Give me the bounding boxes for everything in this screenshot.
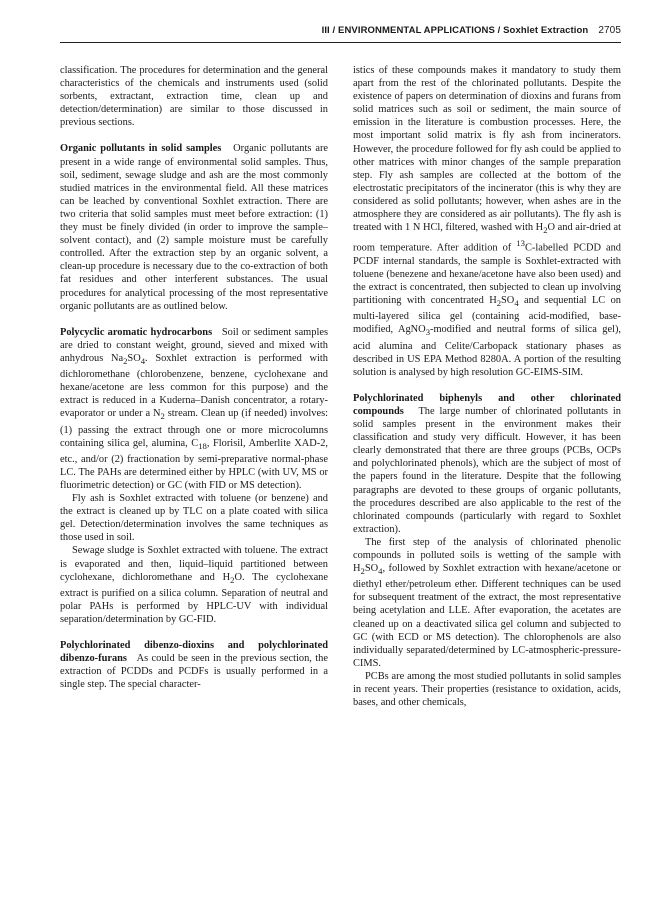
paragraph-sewage-sludge <box>60 544 328 626</box>
formula-text: SO <box>127 352 141 364</box>
section-pah <box>60 326 328 492</box>
subscript: 2 <box>543 225 548 236</box>
running-title: III / ENVIRONMENTAL APPLICATIONS / Soxhlet Extraction <box>321 25 589 36</box>
body-dioxins: As could be seen in the previous section, the extraction of PCDDs and PCDFs is usually performed in a single step. The special character- <box>60 653 328 691</box>
header-rule <box>60 42 621 43</box>
paragraph-classification: classification. The procedures for determination and the general characteristics of the chemicals and instruments used (solid sorbents, extractant, extraction time, clean up and detection/determination) are similar to those discussed in previous sections. <box>60 65 328 129</box>
body-dioxins-e: -modified and neutral forms of silica gel), acid alumina and Celite/Carbopack stationary phases as described in US EPA Method 8280A. A portion of the resulting solution is analysed by high resolution GC-EIMS-SIM. <box>353 324 621 378</box>
subscript: 2 <box>123 355 128 366</box>
body-pah-d: , Florisil, Amberlite XAD-2, etc., and/or (2) fractionation by semi-preparative normal-phase LC. The PAHs are determined either by HPLC (with UV, MS or fluorimetric detection) or GC (with FID or MS detection). <box>60 437 328 491</box>
page-number: 2705 <box>598 25 621 36</box>
body-organic-pollutants: Organic pollutants are present in a wide range of environmental solid samples. Thus, soil, sediment, sewage sludge and ash are the most commonly studied matrices in the environmental field. All these matrices can be leached by conventional Soxhlet extraction. There are two criteria that solid samples must meet before extraction: (1) they must be finely divided (in order to improve the sample–solvent contact), and (2) sample moisture must be carefully controlled. After the extraction step by an organic solvent, a clean-up procedure is necessary due to the co-extraction of both fat residues and other interferent substances. The usual procedures for analytical processing of the most representative organic pollutants are as outlined below. <box>60 143 329 312</box>
section-pcb <box>353 392 621 536</box>
body-pah-a: Soil or sediment samples are dried to constant weight, ground, sieved and mixed with anhydrous Na <box>60 326 328 364</box>
body-pah-b: . Soxhlet extraction is performed with dichloromethane (chlorobenzene, benzene, cyclohexane and hexane/acetone are less common for this purpose) and the extract is reduced in a Kuderna–Danish concentrator, a rotary-evaporator or under a N <box>60 352 328 420</box>
body-dioxins-b: O and air-dried at room temperature. After addition of <box>353 222 622 254</box>
body-phenolic-b: , followed by Soxhlet extraction with hexane/acetone or diethyl ether/petroleum ether. Different techniques can be used for subsequent treatment of the extract, the most representative being acetylation and LLE. After evaporation, the acetates are cleaned up on a deactivated silica gel column and subjected to GC (with ECD or MS detection). The chlorophenols are also individually separated/determined by LC-atmospheric-pressure-CIMS. <box>353 563 621 669</box>
body-dioxins-a: istics of these compounds makes it mandatory to study them apart from the rest of the chlorinated pollutants. Despite the existence of papers on determination of dioxins and furans from solid matrices such as soil or sediment, the main source of emission in the literature is combustion processes. Here, the most important solid matrix is fly ash from incinerators. However, the procedure followed for fly ash could be applied to other matrices with minor changes of the sample preparation step. Fly ash samples are collected at the bottom of the electrostatic precipitators of the incinerator (this is why they are considered as solid pollutants; however, when ashes are in the atmosphere they are considered as air pollutants). The fly ash is treated with 1 N HCl, filtered, washed with H <box>353 65 621 234</box>
subscript: 2 <box>496 298 502 309</box>
subscript: 2 <box>360 566 365 577</box>
superscript: 13 <box>516 238 525 249</box>
paragraph-fly-ash: Fly ash is Soxhlet extracted with toluene (or benzene) and the extract is cleaned up by TLC on a plate coated with silica gel. Detection/determination involves the same techniques as those used in soil. <box>60 493 328 544</box>
subscript: 3 <box>425 327 431 338</box>
paragraph-chlorinated-phenolic <box>353 536 621 670</box>
body-pah-c: stream. Clean up (if needed) involves: (1) passing the extract through one or more microcolumns containing silica gel, alumina, C <box>60 408 328 449</box>
left-column <box>60 64 328 691</box>
body-pcb-intro: The large number of chlorinated pollutants in solid samples present in the environment makes their classification and study very difficult. However, it has been clearly demonstrated that there are three groups (PCBs, OCPs and polychlorinated phenols), which are the subject of most of the papers found in the literature. Despite that the following paragraphs are devoted to these groups of organic pollutants, the procedures described are also applicable to the rest of the chlorinated compounds (particularly with regard to Soxhlet extraction). <box>353 405 621 535</box>
body-sludge-b: O. The cyclohexane extract is purified on a silica column. Separation of neutral and polar PAHs is performed by HPLC-UV with individual separation/determination by GC-FID. <box>60 571 328 625</box>
subscript: 2 <box>160 411 165 422</box>
paragraph-pcb: PCBs are among the most studied pollutants in solid samples in recent years. Their properties (resistance to oxidation, acids, bases, and other chemicals, <box>353 670 621 709</box>
body-sludge-a: Sewage sludge is Soxhlet extracted with toluene. The extract is evaporated and then, liquid–liquid partitioned between cyclohexane, dichloromethane and H <box>60 545 328 583</box>
subscript: 4 <box>378 566 383 577</box>
right-column <box>353 64 621 709</box>
subscript: 18 <box>198 440 207 451</box>
heading-dioxins: Polychlorinated dibenzo-dioxins and polychlorinated dibenzo-furans <box>60 640 328 665</box>
subscript: 4 <box>140 355 146 366</box>
paragraph-dioxins-continued <box>353 64 621 379</box>
subscript: 4 <box>514 298 519 309</box>
formula-text: SO <box>501 295 515 307</box>
body-phenolic-a: The first step of the analysis of chlorinated phenolic compounds in polluted soils is wetting of the sample with H <box>353 536 621 575</box>
subscript: 2 <box>230 574 235 585</box>
section-dioxins <box>60 639 328 691</box>
heading-pcb: Polychlorinated biphenyls and other chlorinated compounds <box>353 392 621 417</box>
body-dioxins-c: C-labelled PCDD and PCDF internal standards, the sample is Soxhlet-extracted with toluene (benezene and hexane/acetone have also been used) and the extract is concentrated, then subjected to clean up involving partitioning with concentrated H <box>353 242 621 307</box>
formula-text: SO <box>364 563 379 575</box>
section-organic-pollutants <box>60 142 328 312</box>
heading-organic-pollutants: Organic pollutants in solid samples <box>60 143 222 155</box>
running-head <box>60 25 621 36</box>
heading-pah: Polycyclic aromatic hydrocarbons <box>60 326 213 338</box>
body-dioxins-d: and sequential LC on multi-layered silica gel (containing acid-modified, base-modified, AgNO <box>353 295 622 336</box>
